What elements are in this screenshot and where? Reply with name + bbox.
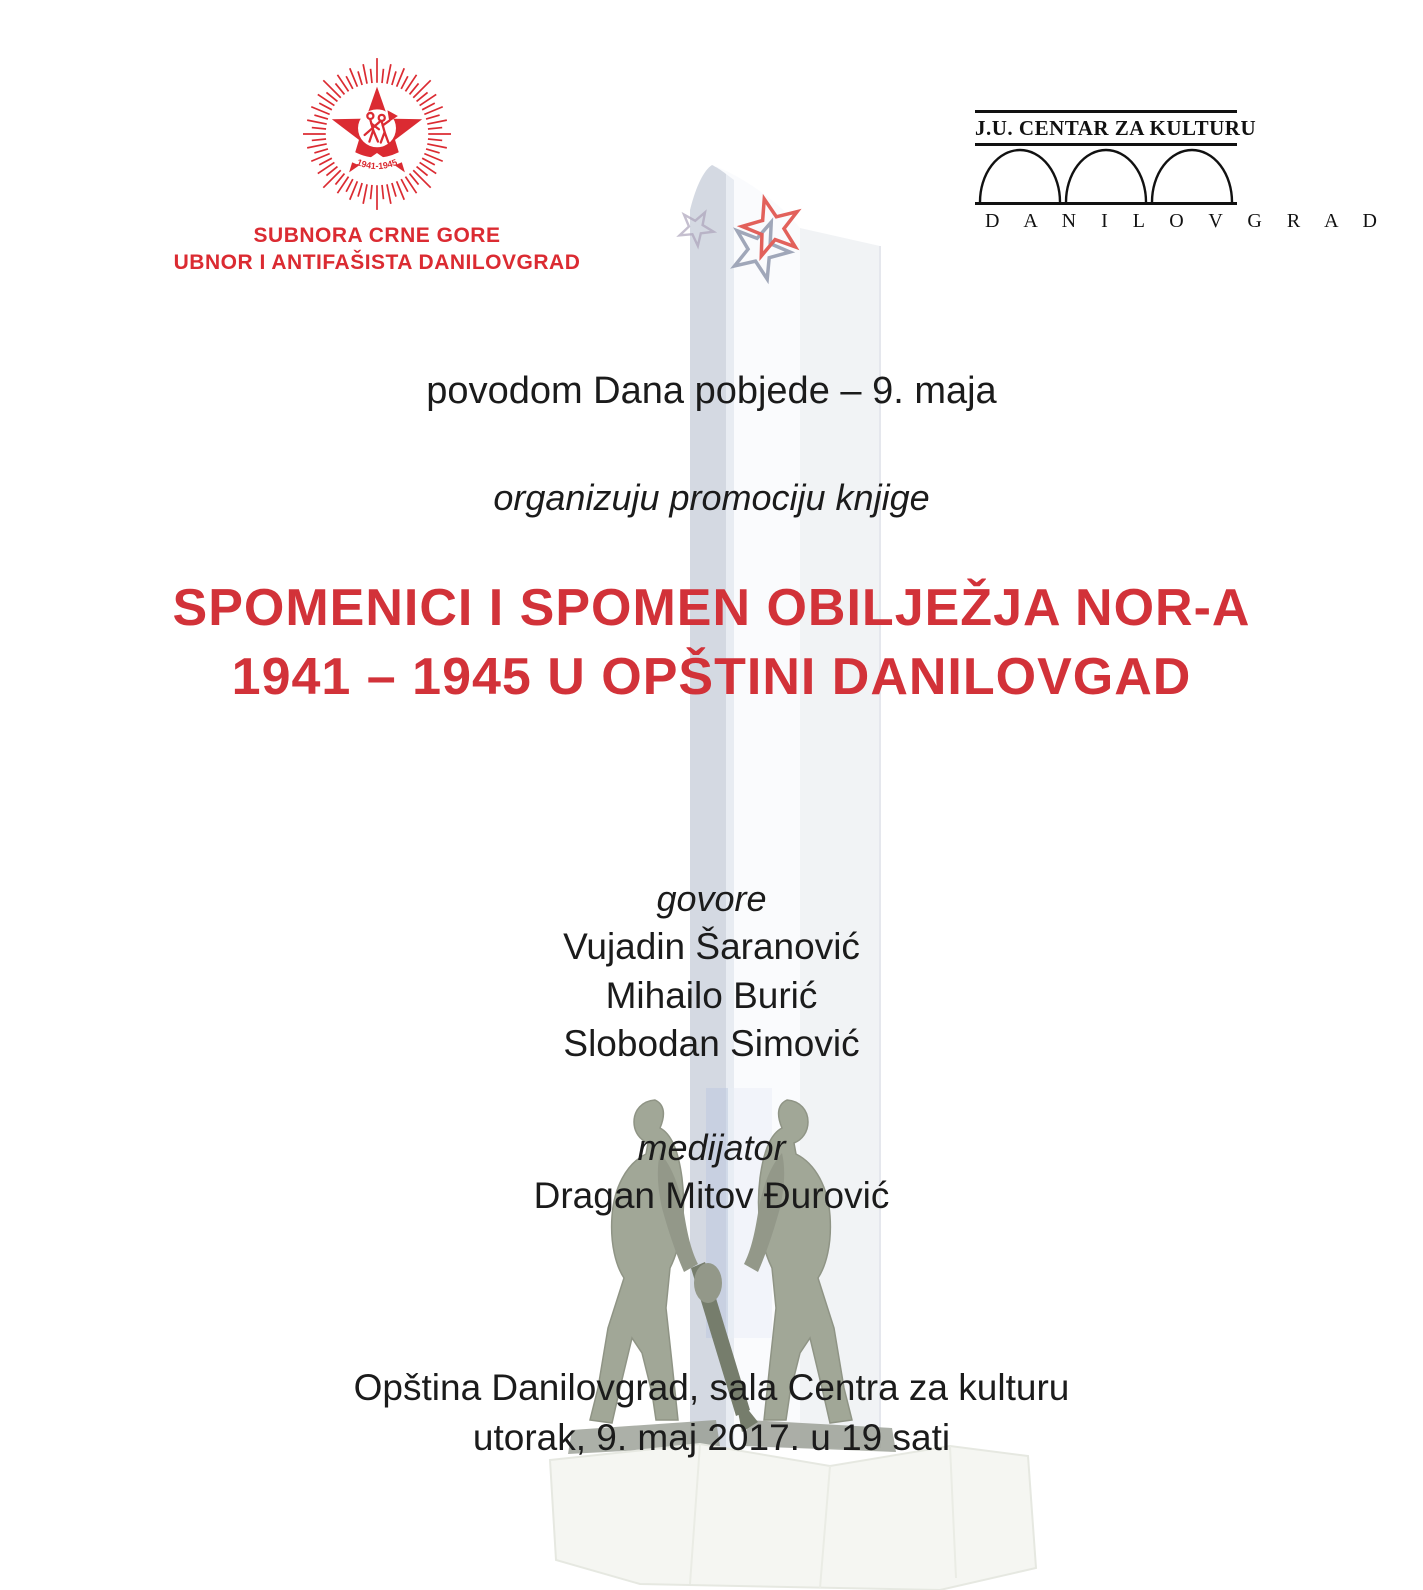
subnor-name-line1: SUBNORA CRNE GORE [253,224,501,247]
speaker-name: Mihailo Burić [605,975,818,1016]
book-title-line2: 1941 – 1945 U OPŠTINI DANILOVGAD [231,648,1192,706]
venue-line: Opština Danilovgrad, sala Centra za kulturu [353,1367,1070,1408]
culture-center-title: J.U. CENTAR ZA KULTURU [975,116,1257,140]
arches-icon [975,148,1237,202]
subnor-star-icon [303,58,451,210]
book-title-line1: SPOMENICI I SPOMEN OBILJEŽJA NOR-A [172,579,1251,637]
subnor-name-line2: UBNOR I ANTIFAŠISTA DANILOVGRAD [173,251,581,274]
book-title [0,574,1423,712]
culture-center-city: D A N I L O V G R A D [985,210,1387,232]
star-years-label: 1941-1945 [355,157,399,172]
datetime-line: utorak, 9. maj 2017. u 19 sati [472,1417,951,1458]
speaker-name: Slobodan Simović [563,1023,860,1064]
speakers-label: govore [656,878,767,919]
culture-center-logo [975,110,1387,233]
occasion-line: povodom Dana pobjede – 9. maja [426,370,997,412]
monument-base [550,1444,1036,1590]
moderator-name: Dragan Mitov Đurović [533,1175,890,1216]
organize-line: organizuju promociju knjige [493,477,930,518]
subnor-logo [137,58,617,276]
speaker-name: Vujadin Šaranović [563,926,860,967]
logo-rule-mid [975,143,1237,146]
moderator-label: medijator [637,1127,786,1168]
